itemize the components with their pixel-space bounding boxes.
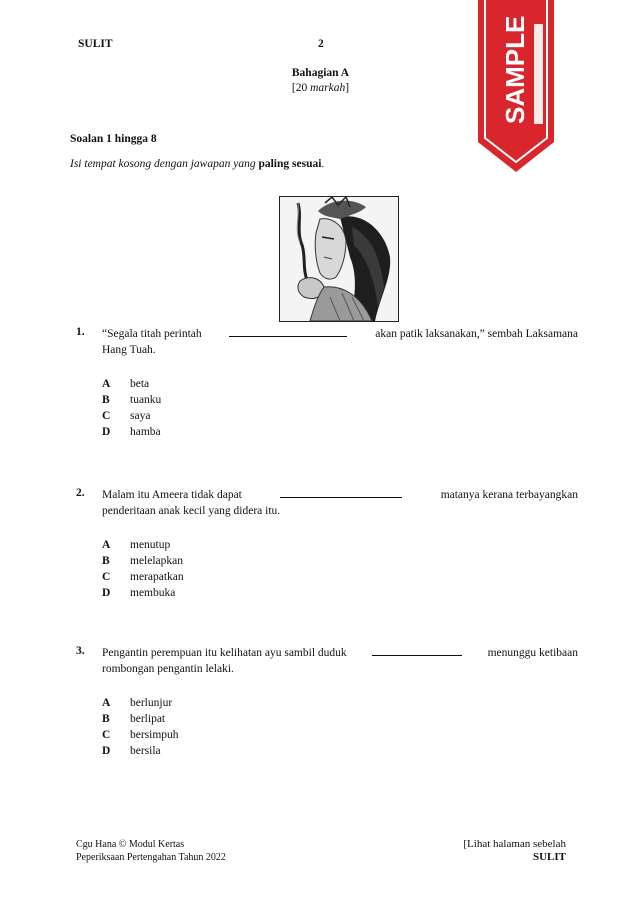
hang-tuah-illustration bbox=[279, 196, 399, 322]
footer-next-page: [Lihat halaman sebelah SULIT bbox=[454, 838, 566, 864]
option-d[interactable]: D hamba bbox=[102, 426, 161, 438]
question-3 bbox=[76, 645, 578, 759]
header-sulit: SULIT bbox=[78, 38, 113, 50]
option-b[interactable]: B tuanku bbox=[102, 394, 162, 406]
option-c[interactable]: C bersimpuh bbox=[102, 729, 179, 741]
question-text: Malam itu Ameera tidak dapat matanya kerana terbayangkan penderitaan anak kecil yang didera itu. bbox=[102, 489, 578, 517]
question-number: 1. bbox=[76, 326, 85, 338]
option-d[interactable]: D membuka bbox=[102, 587, 176, 599]
answer-blank bbox=[229, 326, 347, 337]
section-title: Bahagian A bbox=[291, 67, 350, 79]
footer-sulit: SULIT bbox=[532, 851, 566, 863]
option-a[interactable]: A menutup bbox=[102, 539, 171, 551]
footer-credit: Cgu Hana © Modul Kertas Peperiksaan Pertengahan Tahun 2022 bbox=[76, 839, 226, 863]
question-2 bbox=[76, 487, 578, 601]
answer-blank bbox=[372, 645, 462, 656]
question-text: “Segala titah perintah akan patik laksanakan,” sembah Laksamana Hang Tuah. bbox=[102, 328, 578, 356]
question-number: 3. bbox=[76, 645, 85, 657]
stamp-text: SAMPLE bbox=[500, 15, 530, 124]
instruction-text: Isi tempat kosong dengan jawapan yang paling sesuai. bbox=[70, 158, 325, 170]
question-text: Pengantin perempuan itu kelihatan ayu sambil duduk menunggu ketibaan rombongan pengantin lelaki. bbox=[102, 647, 578, 675]
page-number: 2 bbox=[318, 38, 324, 50]
option-c[interactable]: C saya bbox=[102, 410, 151, 422]
option-b[interactable]: B berlipat bbox=[102, 713, 166, 725]
option-a[interactable]: A berlunjur bbox=[102, 697, 173, 709]
question-number: 2. bbox=[76, 487, 85, 499]
option-d[interactable]: D bersila bbox=[102, 745, 161, 757]
option-a[interactable]: A beta bbox=[102, 378, 150, 390]
option-b[interactable]: B melelapkan bbox=[102, 555, 184, 567]
option-c[interactable]: C merapatkan bbox=[102, 571, 184, 583]
section-marks: [20 markah] bbox=[291, 82, 350, 94]
question-1 bbox=[76, 326, 578, 440]
question-range-heading: Soalan 1 hingga 8 bbox=[70, 133, 157, 145]
answer-blank bbox=[280, 487, 402, 498]
